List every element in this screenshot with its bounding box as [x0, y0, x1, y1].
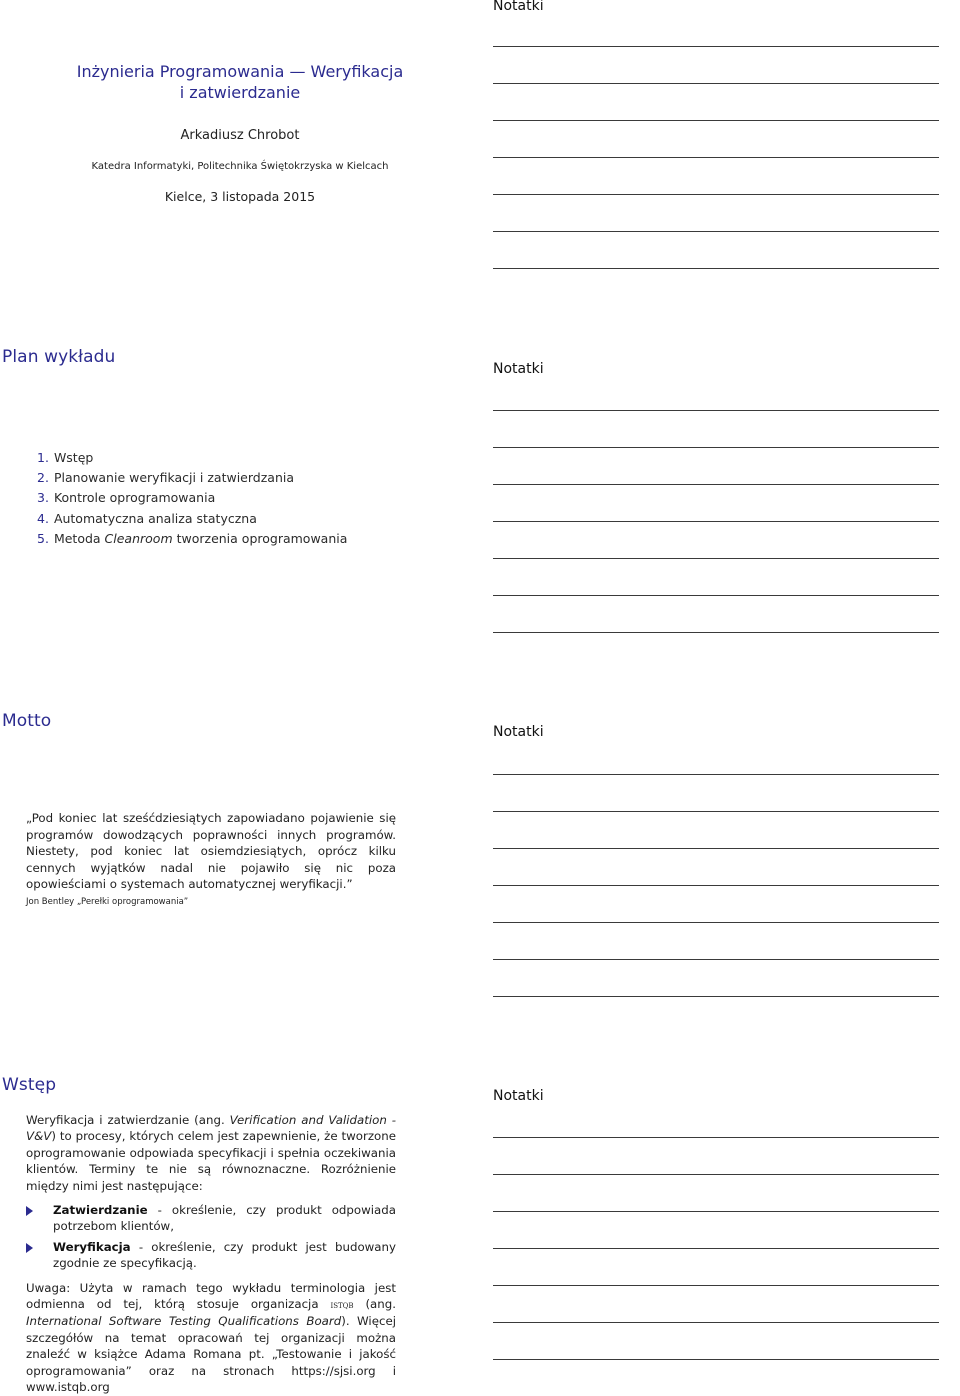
notes-line [493, 484, 939, 485]
note-emphasis: International Software Testing Qualifications Board [26, 1314, 342, 1329]
item-number: 2. [37, 470, 49, 486]
notes-line [493, 1359, 939, 1360]
list-item [26, 1239, 396, 1272]
note-text: Uwaga: Użyta w ramach tego wykładu terminologia jest odmienna od tej, którą stosuje organizacja [26, 1280, 396, 1312]
date: Kielce, 3 listopada 2015 [164, 189, 316, 204]
item-text: Automatyczna analiza statyczna [53, 510, 257, 526]
definition-term: Weryfikacja [53, 1239, 131, 1254]
notes-line [493, 595, 939, 596]
notes-line [493, 157, 939, 158]
notes-line [493, 811, 939, 812]
list-item [37, 488, 347, 508]
notes-line [493, 1248, 939, 1249]
notes-line [493, 558, 939, 559]
author: Arkadiusz Chrobot [180, 128, 300, 143]
notes-line [493, 885, 939, 886]
intro-text: ) to procesy, których celem jest zapewnienie, że tworzone oprogramowanie odpowiada specyfikacji i spełnia oczekiwania klientów. Terminy te nie są równoznaczne. Rozróżnienie między nimi jest następujące: [26, 1129, 396, 1193]
notes-line [493, 848, 939, 849]
notes-line [493, 194, 939, 195]
notes-line [493, 774, 939, 775]
definition-list [26, 1202, 396, 1272]
notes-panel-1 [480, 0, 960, 343]
plan-list [37, 448, 347, 549]
item-number: 5. [37, 530, 49, 546]
list-item [37, 509, 347, 529]
item-text: Kontrole oprogramowania [53, 490, 216, 506]
item-number: 1. [37, 450, 49, 465]
motto-quote: „Pod koniec lat sześćdziesiątych zapowiadano pojawienie się programów dowodzących poprawności innych programów. Niestety, pod koniec lat osiemdziesiątych, oprócz kilku cennych wyjątków nadal nie pojawiło się nic poza opowieściami o systemach automatycznej weryfikacji.” [26, 811, 396, 892]
notes-label: Notatki [493, 724, 544, 740]
title-line-1: Inżynieria Programowania — Weryfikacja [76, 62, 404, 81]
title-line-2: i zatwierdzanie [179, 83, 301, 102]
notes-line [493, 632, 939, 633]
organization-name: istqb [330, 1299, 354, 1312]
item-text-emphasis: Cleanroom [104, 530, 173, 546]
quote-attribution: Jon Bentley „Perełki oprogramowania” [26, 897, 189, 907]
notes-line [493, 521, 939, 522]
notes-line [493, 46, 939, 47]
notes-line [493, 1285, 939, 1286]
item-text: tworzenia oprogramowania [172, 530, 348, 546]
wstep-body [26, 1112, 396, 1396]
note-paragraph [26, 1280, 396, 1396]
intro-text: Weryfikacja i zatwierdzanie (ang. [26, 1113, 230, 1127]
notes-line [493, 231, 939, 232]
item-text: Wstęp [53, 450, 94, 465]
notes-line [493, 410, 939, 411]
frame-title: Motto [2, 711, 52, 731]
notes-line [493, 922, 939, 923]
notes-line [493, 1322, 939, 1323]
list-item [37, 468, 347, 488]
frame-title: Plan wykładu [2, 347, 116, 367]
notes-line [493, 120, 939, 121]
intro-paragraph [26, 1112, 396, 1194]
notes-label: Notatki [493, 1088, 544, 1104]
list-item [26, 1202, 396, 1235]
list-item [37, 529, 347, 549]
notes-line [493, 1211, 939, 1212]
note-text: (ang. [353, 1297, 397, 1312]
notes-line [493, 1174, 939, 1175]
item-text: Metoda [53, 530, 105, 546]
notes-label: Notatki [493, 361, 544, 377]
notes-line [493, 959, 939, 960]
notes-panel-4 [480, 1029, 960, 1372]
intro-emphasis: Verification and Validation - V&V [26, 1113, 396, 1144]
notes-label: Notatki [493, 0, 544, 14]
title-slide [0, 0, 480, 343]
notes-panel-2 [480, 343, 960, 686]
definition-term: Zatwierdzanie [53, 1203, 148, 1218]
notes-line [493, 268, 939, 269]
notes-line [493, 1137, 939, 1138]
institute: Katedra Informatyki, Politechnika Świętokrzyska w Kielcach [91, 161, 389, 172]
frame-title: Wstęp [2, 1075, 57, 1095]
definition-text: - określenie, czy produkt jest budowany zgodnie ze specyfikacją. [53, 1239, 396, 1271]
notes-line [493, 83, 939, 84]
item-number: 4. [37, 510, 49, 526]
presentation-title [0, 61, 480, 103]
triangle-bullet-icon [26, 1206, 33, 1216]
item-number: 3. [37, 490, 49, 506]
triangle-bullet-icon [26, 1243, 33, 1253]
list-item [37, 448, 347, 468]
notes-line [493, 447, 939, 448]
note-text: ). Więcej szczegółów na temat opracowań tej organizacji można znaleźć w książce Adama Romana pt. „Testowanie i jakość oprogramowania” oraz na stronach https://sjsi.org i www.istqb.org [26, 1314, 396, 1395]
notes-panel-3 [480, 686, 960, 1029]
definition-text: - określenie, czy produkt odpowiada potrzebom klientów, [53, 1203, 396, 1234]
notes-line [493, 996, 939, 997]
item-text: Planowanie weryfikacji i zatwierdzania [53, 470, 295, 486]
